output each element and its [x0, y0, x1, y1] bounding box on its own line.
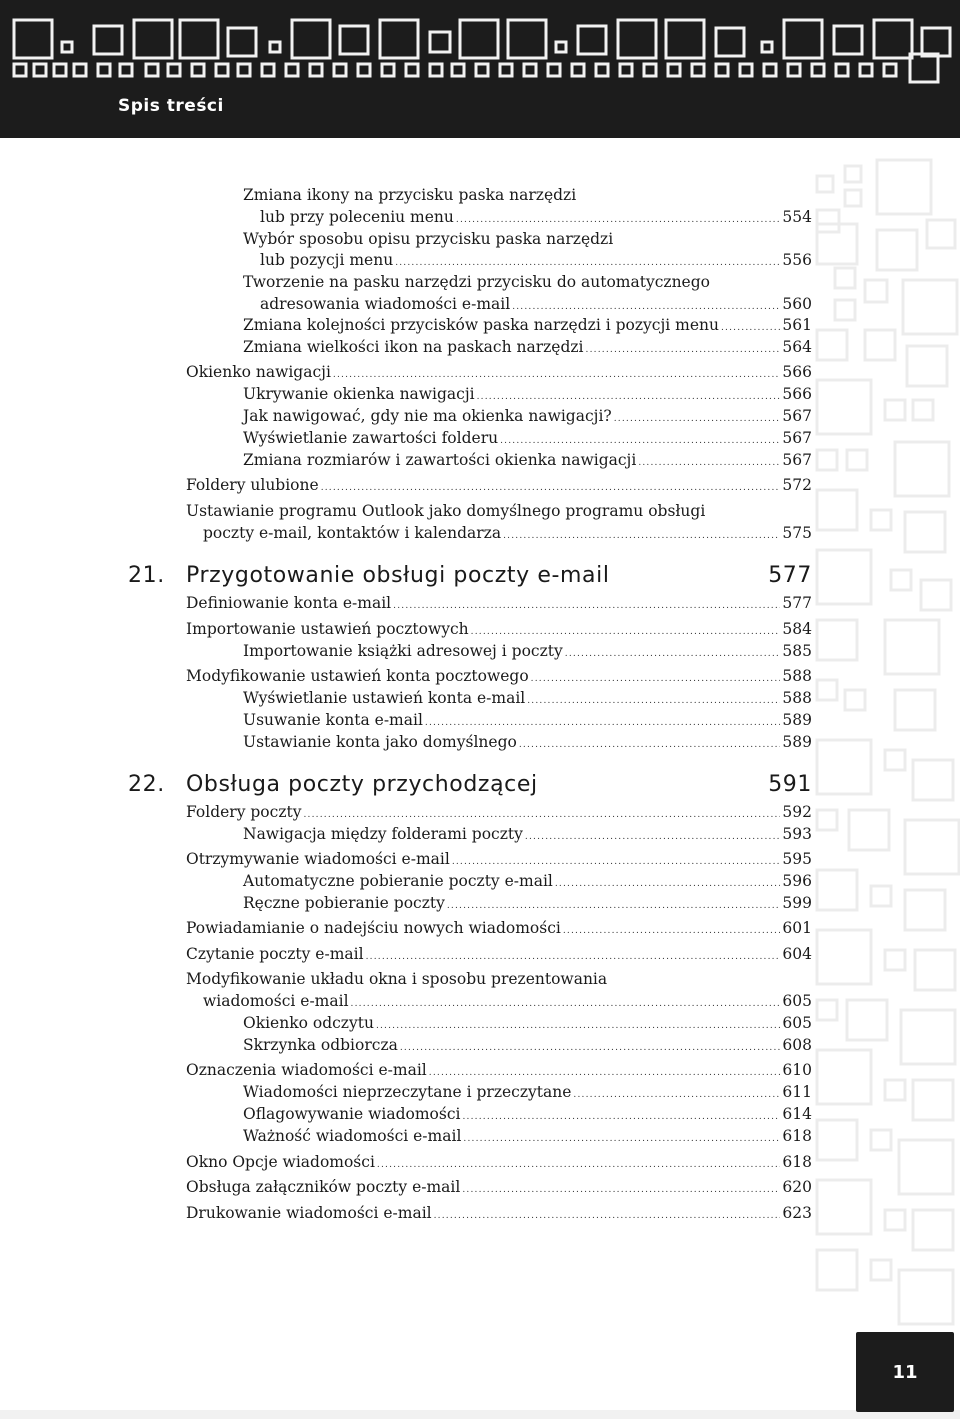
toc-page-number: 577	[782, 594, 812, 612]
toc-page-number: 585	[782, 642, 812, 660]
toc-entry-text: lub pozycji menu	[260, 251, 394, 269]
toc-entry-text: Importowanie ustawień pocztowych	[186, 620, 469, 638]
sidebar-square-pattern	[795, 150, 960, 1330]
dot-leader	[503, 525, 780, 547]
dot-leader	[563, 920, 781, 942]
toc-page-number: 601	[782, 919, 812, 937]
toc-page-number: 588	[782, 667, 812, 685]
toc-entry-text: Ręczne pobieranie poczty	[243, 894, 445, 912]
toc-entry[interactable]	[243, 731, 812, 756]
toc-entry[interactable]	[186, 917, 812, 942]
bottom-band	[0, 1410, 960, 1419]
dot-leader	[393, 595, 780, 617]
toc-page-number: 554	[782, 208, 812, 226]
toc-entry-text: Oznaczenia wiadomości e-mail	[186, 1061, 427, 1079]
toc-entry-text: Okienko odczytu	[243, 1014, 374, 1032]
toc-entry-text: Zmiana wielkości ikon na paskach narzędzi	[243, 338, 584, 356]
toc-page-number: 556	[782, 251, 812, 269]
toc-entry[interactable]	[243, 640, 812, 665]
dot-leader	[586, 339, 781, 361]
toc-entry-text: Powiadamianie o nadejściu nowych wiadomości	[186, 919, 561, 937]
toc-page-number: 560	[782, 295, 812, 313]
toc-entry[interactable]	[186, 1151, 812, 1176]
toc-page-number: 605	[782, 992, 812, 1010]
dot-leader	[400, 1037, 781, 1059]
toc-entry-text: poczty e-mail, kontaktów i kalendarza	[203, 524, 502, 542]
dot-leader	[462, 1179, 780, 1201]
toc-page-number: 589	[782, 711, 812, 729]
dot-leader	[321, 477, 781, 499]
toc-entry-text: Wiadomości nieprzeczytane i przeczytane	[243, 1083, 572, 1101]
toc-entry[interactable]	[243, 449, 812, 474]
toc-page-number: 620	[782, 1178, 812, 1196]
toc-page-number: 614	[782, 1105, 812, 1123]
toc-entry-text: Otrzymywanie wiadomości e-mail	[186, 850, 450, 868]
toc-entry-text: Skrzynka odbiorcza	[243, 1036, 398, 1054]
toc-page-number: 567	[782, 407, 812, 425]
toc-entry-text: Foldery poczty	[186, 803, 302, 821]
toc-entry-text: Ukrywanie okienka nawigacji	[243, 385, 475, 403]
toc-page-number: 567	[782, 429, 812, 447]
toc-page-number: 608	[782, 1036, 812, 1054]
dot-leader	[519, 734, 781, 756]
chapter-number: 22.	[128, 772, 165, 797]
toc-entry-text: Obsługa załączników poczty e-mail	[186, 1178, 461, 1196]
toc-entry-text: Zmiana ikony na przycisku paska narzędzi	[243, 186, 577, 204]
toc-page-number: 604	[782, 945, 812, 963]
toc-page-number: 593	[782, 825, 812, 843]
toc-entry[interactable]	[186, 1202, 812, 1227]
toc-entry-text: Definiowanie konta e-mail	[186, 594, 392, 612]
toc-entry-text: wiadomości e-mail	[203, 992, 349, 1010]
toc-entry-text: Modyfikowanie układu okna i sposobu prezentowania	[186, 970, 608, 988]
chapter-heading[interactable]	[128, 772, 812, 797]
header-title: Spis treści	[118, 96, 224, 116]
toc-entry-text: Foldery ulubione	[186, 476, 319, 494]
toc-page-number: 589	[782, 733, 812, 751]
toc-entry[interactable]	[186, 474, 812, 499]
page-header	[0, 0, 960, 138]
chapter-page-number: 577	[768, 563, 812, 588]
dot-leader	[434, 1205, 781, 1227]
chapter-page-number: 591	[768, 772, 812, 797]
toc-page-number: 588	[782, 689, 812, 707]
toc-entry[interactable]	[243, 1034, 812, 1059]
toc-page-number: 572	[782, 476, 812, 494]
dot-leader	[463, 1128, 780, 1150]
page-number-tab	[856, 1332, 954, 1412]
toc-page-number: 575	[782, 524, 812, 542]
toc-entry-text: Importowanie książki adresowej i poczty	[243, 642, 563, 660]
toc-entry[interactable]	[243, 892, 812, 917]
toc-entry-text: Zmiana kolejności przycisków paska narzędzi i pozycji menu	[243, 316, 719, 334]
toc-page-number: 618	[782, 1127, 812, 1145]
toc-entry-text: Ustawianie programu Outlook jako domyślnego programu obsługi	[186, 502, 706, 520]
toc-entry[interactable]	[243, 823, 812, 848]
toc-entry-text: Czytanie poczty e-mail	[186, 945, 364, 963]
toc-page-number: 618	[782, 1153, 812, 1171]
toc-entry-text: Nawigacja między folderami poczty	[243, 825, 523, 843]
toc-page-number: 566	[782, 385, 812, 403]
toc-page-number: 592	[782, 803, 812, 821]
toc-entry-text: adresowania wiadomości e-mail	[260, 295, 511, 313]
dot-leader	[565, 643, 781, 665]
toc-page-number: 610	[782, 1061, 812, 1079]
toc-page-number: 567	[782, 451, 812, 469]
toc-entry-text: Okienko nawigacji	[186, 363, 331, 381]
page-number: 11	[892, 1362, 918, 1383]
toc-page-number: 561	[782, 316, 812, 334]
toc-entry-text: Wybór sposobu opisu przycisku paska narzędzi	[243, 230, 614, 248]
toc-entry-text: Okno Opcje wiadomości	[186, 1153, 375, 1171]
toc-entry[interactable]	[186, 1176, 812, 1201]
toc-entry-text: Modyfikowanie ustawień konta pocztowego	[186, 667, 529, 685]
toc-entry-text: Ustawianie konta jako domyślnego	[243, 733, 517, 751]
toc-page-number: 611	[782, 1083, 812, 1101]
toc-entry-text: Usuwanie konta e-mail	[243, 711, 423, 729]
toc-page-number: 564	[782, 338, 812, 356]
header-square-pattern	[0, 0, 960, 95]
toc-page-number: 605	[782, 1014, 812, 1032]
dot-leader	[525, 826, 781, 848]
toc-entry-text: Oflagowywanie wiadomości	[243, 1105, 461, 1123]
toc-page-number: 595	[782, 850, 812, 868]
toc-entry[interactable]	[186, 943, 812, 968]
toc-page-number: 596	[782, 872, 812, 890]
chapter-title: Przygotowanie obsługi poczty e-mail	[186, 563, 610, 588]
dot-leader	[366, 946, 781, 968]
chapter-heading[interactable]	[128, 563, 812, 588]
toc-entry-text: Tworzenie na pasku narzędzi przycisku do automatycznego	[243, 273, 710, 291]
toc-entry-text: Zmiana rozmiarów i zawartości okienka nawigacji	[243, 451, 637, 469]
toc-entry-text: Jak nawigować, gdy nie ma okienka nawigacji?	[243, 407, 612, 425]
toc-entry[interactable]	[203, 522, 812, 547]
toc-page-number: 623	[782, 1204, 812, 1222]
dot-leader	[377, 1154, 781, 1176]
toc-entry[interactable]	[243, 336, 812, 361]
toc-entry[interactable]	[186, 592, 812, 617]
dot-leader	[638, 452, 780, 474]
toc-entry-text: Wyświetlanie ustawień konta e-mail	[243, 689, 526, 707]
toc-page-number: 566	[782, 363, 812, 381]
toc-entry-text: Automatyczne pobieranie poczty e-mail	[243, 872, 553, 890]
toc-entry-text: Ważność wiadomości e-mail	[243, 1127, 462, 1145]
toc-entry[interactable]	[243, 1125, 812, 1150]
toc-page-number: 584	[782, 620, 812, 638]
toc-page-number: 599	[782, 894, 812, 912]
chapter-title: Obsługa poczty przychodzącej	[186, 772, 538, 797]
toc-entry-text: lub przy poleceniu menu	[260, 208, 454, 226]
toc-entry-text: Wyświetlanie zawartości folderu	[243, 429, 499, 447]
chapter-number: 21.	[128, 563, 165, 588]
dot-leader	[447, 895, 781, 917]
toc-entry-text: Drukowanie wiadomości e-mail	[186, 1204, 432, 1222]
